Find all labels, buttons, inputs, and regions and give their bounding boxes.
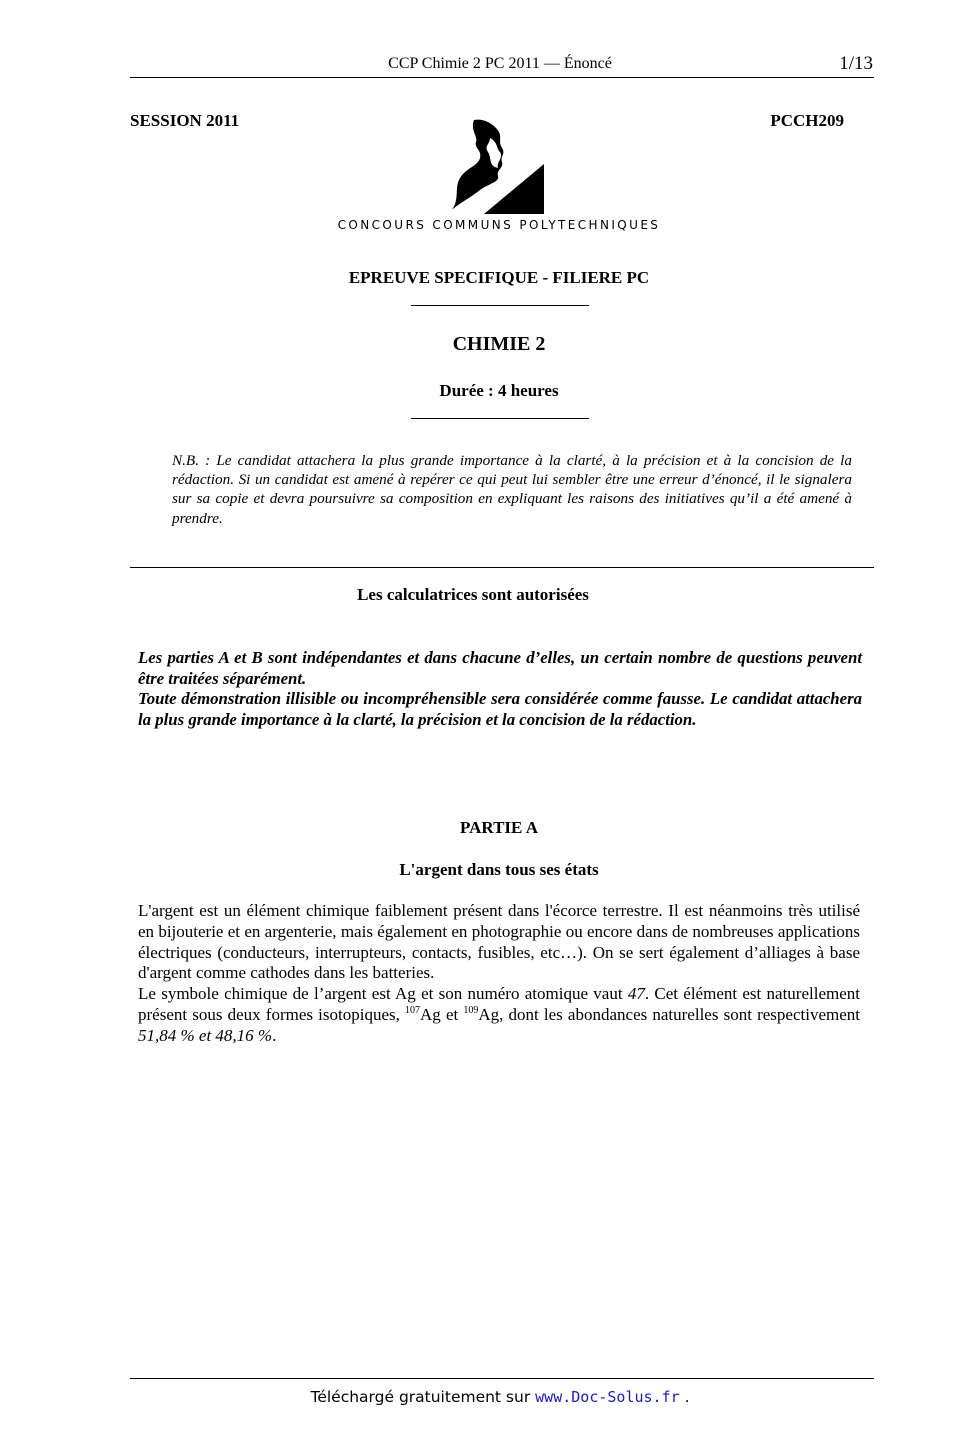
footer-text: Téléchargé gratuitement sur (310, 1388, 536, 1406)
footer-end: . (679, 1388, 690, 1406)
subject-title: CHIMIE 2 (452, 333, 546, 355)
atomic-number: 47 (627, 984, 645, 1004)
paragraph-2-end: . (272, 1025, 277, 1045)
logo-text: CONCOURS COMMUNS POLYTECHNIQUES (337, 218, 661, 232)
instructions (138, 648, 862, 730)
paragraph-2-start: Le symbole chimique de l’argent est Ag et son numéro atomique vaut (138, 984, 628, 1004)
footer-rule (130, 1378, 874, 1379)
epreuve-title: EPREUVE SPECIFIQUE - FILIERE PC (348, 268, 650, 287)
isotope-109-mass: 109 (463, 1004, 479, 1016)
footer (0, 1388, 980, 1406)
isotope-107-mass: 107 (405, 1004, 421, 1016)
title-rule-top (411, 305, 589, 306)
ccp-faces-logo-icon (444, 118, 548, 214)
footer-link[interactable]: www.Doc-Solus.fr (535, 1388, 680, 1406)
duration: Durée : 4 heures (439, 381, 559, 400)
exam-code: PCCH209 (770, 111, 844, 130)
calculators-note: Les calculatrices sont autorisées (357, 585, 589, 604)
isotope-107-symbol: Ag et (420, 1004, 464, 1024)
part-title: PARTIE A (460, 818, 538, 837)
header-rule (130, 77, 874, 78)
nb-notice: N.B. : Le candidat attachera la plus grande importance à la clarté, à la précision et à la concision de la rédaction. Si un candidat est amené à repérer ce qui peut lui sembler être une erreur d’énoncé, il le signalera sur sa copie et devra poursuivre sa composition en expliquant les raisons des initiatives qu’il a été amené à prendre. (172, 452, 852, 527)
paragraph-1: L'argent est un élément chimique faiblement présent dans l'écorce terrestre. Il est néanmoins très utilisé en bijouterie et en argenterie, mais également en photographie ou encore dans de nombreuses applications électriques (conducteurs, interrupteurs, contacts, fusibles, etc…). On se sert également d’alliages à base d'argent comme cathodes dans les batteries. (138, 901, 860, 983)
paragraph-2-mid: . Cet élément est naturellement présent sous deux formes isotopiques, (138, 984, 860, 1024)
session-label: SESSION 2011 (130, 111, 240, 130)
part-subtitle: L'argent dans tous ses états (399, 860, 599, 879)
instructions-line-1: Les parties A et B sont indépendantes et dans chacune d’elles, un certain nombre de questions peuvent être traitées séparément. (138, 648, 862, 688)
page-number: 1/13 (839, 53, 873, 74)
abundances: 51,84 % et 48,16 % (138, 1025, 273, 1045)
section-rule (130, 567, 874, 568)
paragraph-2 (138, 984, 860, 1046)
part-body (138, 901, 860, 1047)
title-rule-bottom (411, 418, 589, 419)
instructions-line-2: Toute démonstration illisible ou incompréhensible sera considérée comme fausse. Le candidat attachera la plus grande importance à la clarté, la précision et la concision de la rédaction. (138, 689, 862, 729)
isotope-109-symbol: Ag, dont les abondances naturelles sont respectivement (478, 1004, 860, 1024)
running-header-title: CCP Chimie 2 PC 2011 — Énoncé (388, 55, 612, 72)
